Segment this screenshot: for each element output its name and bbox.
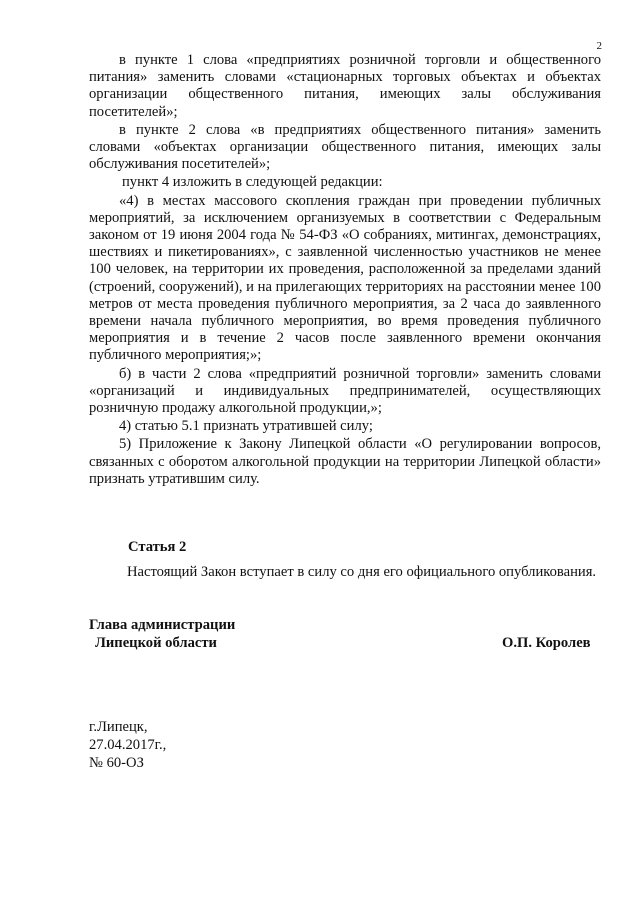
article-2-heading: Статья 2 bbox=[128, 539, 187, 555]
paragraph-item-5: 5) Приложение к Закону Липецкой области «О регулировании вопросов, связанных с оборотом алкогольной продукции на территории Липецкой области» признать утратившим силу. bbox=[89, 436, 601, 487]
paragraph-item-4: 4) статью 5.1 признать утратившей силу; bbox=[119, 418, 373, 435]
paragraph-point-4-text: «4) в местах массового скопления граждан при проведении публичных мероприятий, за исключением организуемых в соответствии с Федеральным законом от 19 июня 2004 года № 54-ФЗ «О собраниях, митингах, демонстрациях, шествиях и пикетированиях», с заявленной численностью участников не менее 100 человек, на территории их проведения, расположенной за пределами зданий (строений, сооружений), и на прилегающих территориях на расстоянии менее 100 метров от места проведения публичного мероприятия, за 2 часа до заявленного времени начала публичного мероприятия, во время проведения публичного мероприятия и в течение 2 часов после заявленного времени окончания публичного мероприятия;»; bbox=[89, 192, 601, 364]
page-number: 2 bbox=[596, 40, 602, 52]
signing-place: г.Липецк, bbox=[89, 719, 148, 735]
paragraph-item-1-point-1: в пункте 1 слова «предприятиях розничной торговли и общественного питания» заменить словами «стационарных торговых объектах и объектах организации общественного питания, имеющих залы обслуживания посетителей»; bbox=[89, 52, 601, 120]
law-number: № 60-ОЗ bbox=[89, 755, 144, 771]
signature-region: Липецкой области bbox=[95, 635, 217, 651]
article-2-text: Настоящий Закон вступает в силу со дня его официального опубликования. bbox=[127, 564, 597, 580]
signature-title: Глава администрации bbox=[89, 617, 236, 633]
paragraph-point-4-intro: пункт 4 изложить в следующей редакции: bbox=[122, 174, 383, 191]
signing-date: 27.04.2017г., bbox=[89, 737, 167, 753]
paragraph-item-1-point-2: в пункте 2 слова «в предприятиях общественного питания» заменить словами «объектах организации общественного питания, имеющих залы обслуживания посетителей»; bbox=[89, 121, 601, 173]
amendments-text bbox=[89, 52, 601, 489]
signatory-name: О.П. Королев bbox=[502, 635, 591, 651]
paragraph-part-2: б) в части 2 слова «предприятий розничной торговли» заменить словами «организаций и индивидуальных предпринимателей, осуществляющих розничную продажу алкогольной продукции,»; bbox=[89, 365, 601, 417]
